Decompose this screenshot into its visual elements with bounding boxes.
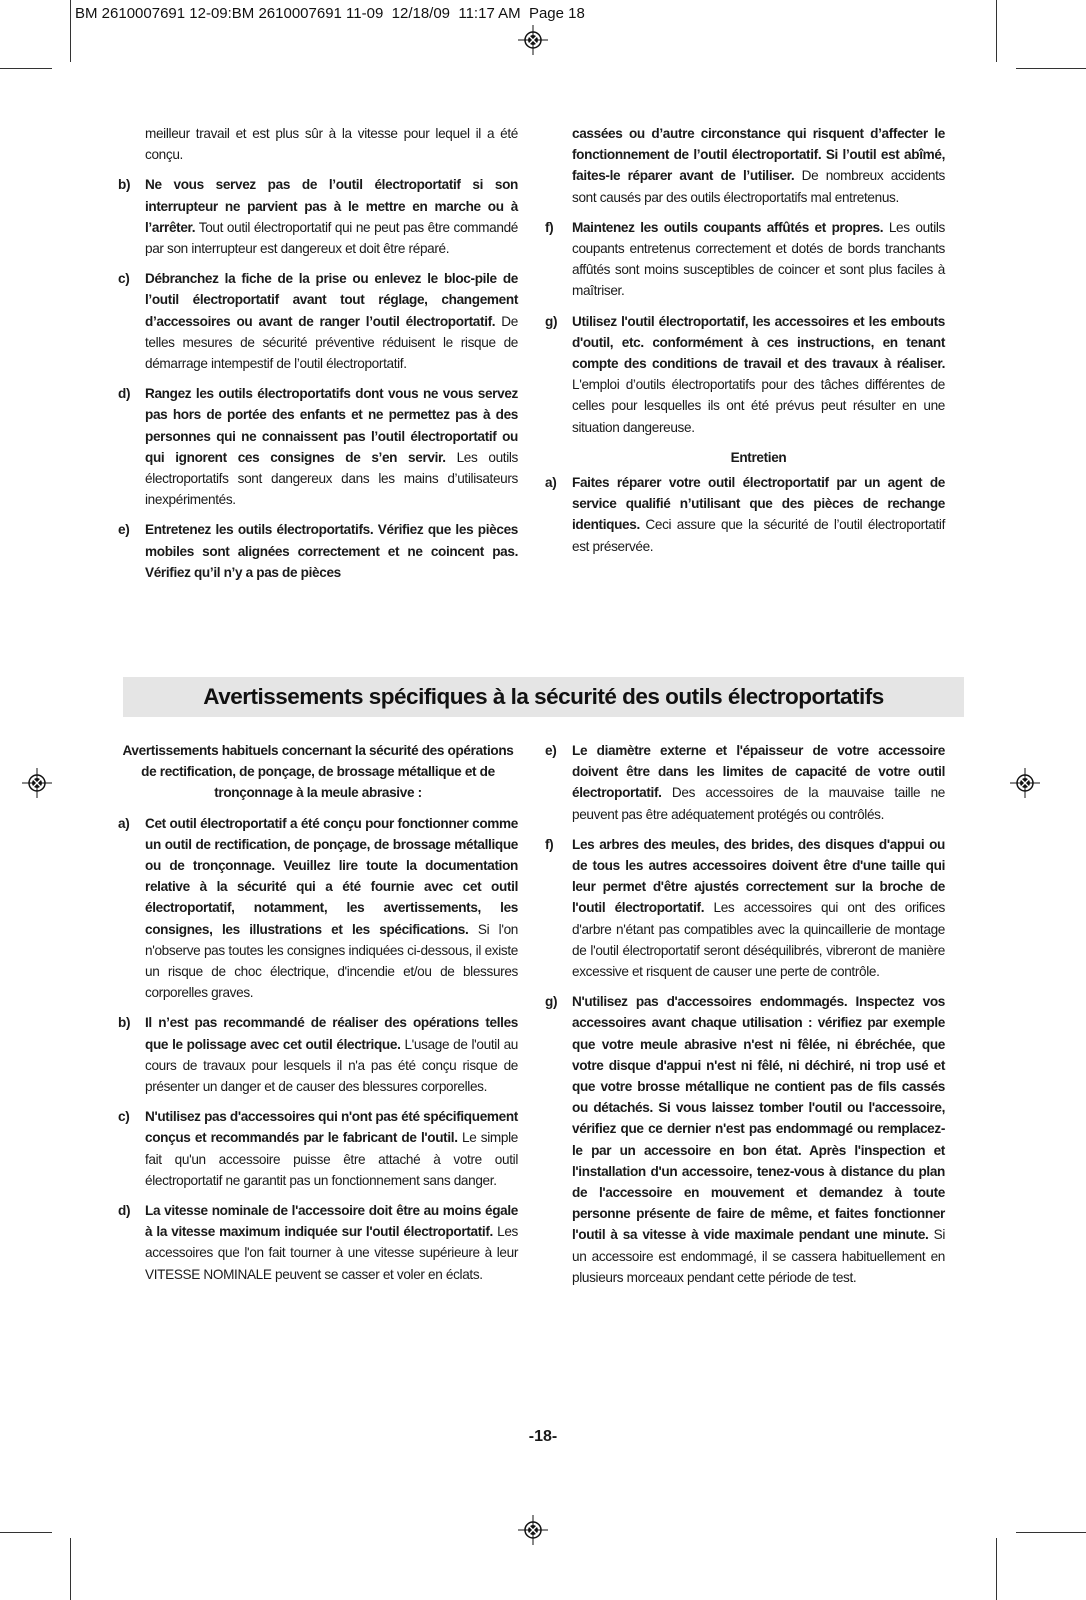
list-item — [118, 519, 518, 583]
crop-mark — [996, 0, 997, 62]
item-label: d) — [118, 386, 131, 402]
item-bold: Cet outil électroportatif a été conçu pour fonctionner comme un outil de rectification, de ponçage, de brossage métallique ou de tronçonnage. Veuillez lire toute la documentation relative à la sécurité qui a été fournie avec cet outil électroportatif, notamment, les avertissements, les consignes, les illustrations et les spécifications. — [145, 815, 518, 937]
list-item — [118, 1200, 518, 1285]
registration-mark-icon — [518, 25, 548, 55]
top-right-column — [545, 123, 945, 566]
item-label: g) — [545, 313, 558, 329]
item-text: L'usage de l'outil au cours de travaux pour lesquels il n'a pas été conçu risque de présenter un danger et de causer des blessures corporelles. — [145, 1036, 518, 1095]
item-text: L'emploi d’outils électroportatifs pour des tâches différentes de celles pour lesquelles ils ont été prévus peut résulter en une situation dangereuse. — [572, 377, 945, 435]
section-banner-title: Avertissements spécifiques à la sécurité des outils électroportatifs — [123, 677, 964, 717]
item-bold: N'utilisez pas d'accessoires qui n'ont pas été spécifiquement conçus et recommandés par le fabricant de l'outil. — [145, 1109, 518, 1146]
item-text: Ceci assure que la sécurité de l’outil électroportatif est préservée. — [572, 517, 945, 554]
item-bold: Maintenez les outils coupants affûtés et propres. — [572, 219, 884, 235]
print-slug: BM 2610007691 12-09:BM 2610007691 11-09 12/18/09 11:17 AM Page 18 — [75, 5, 585, 22]
item-bold: Faites réparer votre outil électroportatif par un agent de service qualifié n’utilisant que des pièces de rechange identiques. — [572, 475, 945, 533]
item-text: Si un accessoire est endommagé, il se cassera habituellement en plusieurs morceaux pendant cette période de test. — [572, 1227, 945, 1285]
crop-mark — [996, 1538, 997, 1600]
list-item — [118, 174, 518, 259]
list-item — [545, 472, 945, 557]
continuation-paragraph — [545, 123, 945, 208]
registration-mark-icon — [518, 1515, 548, 1545]
page-number: -18- — [528, 1428, 558, 1445]
item-text: Le simple fait qu'un accessoire puisse être attaché à votre outil électroportatif ne garantit pas un fonctionnement sans danger. — [145, 1130, 518, 1188]
item-text: De telles mesures de sécurité préventive réduisent le risque de démarrage intempestif de l’outil électroportatif. — [145, 313, 518, 372]
item-text: Les outils électroportatifs sont dangereux dans les mains d’utilisateurs inexpérimentés. — [145, 449, 518, 508]
bottom-right-column — [545, 740, 945, 1297]
list-item — [118, 383, 518, 510]
item-label: b) — [118, 177, 131, 193]
crop-mark — [1016, 1532, 1086, 1533]
item-text: Si l'on n'observe pas toutes les consignes indiquées ci-dessous, il existe un risque de choc électrique, d'incendie et/ou de blessures corporelles graves. — [145, 921, 519, 1001]
item-text: De nombreux accidents sont causés par des outils électroportatifs mal entretenus. — [572, 168, 945, 205]
item-label: e) — [118, 522, 130, 538]
subheading: Entretien — [730, 449, 787, 465]
item-label: d) — [118, 1203, 131, 1219]
registration-mark-icon — [22, 768, 52, 798]
intro-paragraph: meilleur travail et est plus sûr à la vitesse pour lequel il a été conçu. — [145, 126, 518, 163]
item-label: f) — [545, 219, 554, 235]
item-bold: cassées ou d’autre circonstance qui risquent d’affecter le fonctionnement de l’outil électroportatif. Si l’outil est abîmé, faites-le réparer avant de l’utiliser. — [572, 126, 945, 184]
top-left-column — [118, 123, 518, 592]
item-text: Les accessoires qui ont des orifices d'arbre n'étant pas compatibles avec la quincaillerie de montage de l'outil électroportatif seront déséquilibrés, vibreront de manière excessive et risquent de causer une perte de contrôle. — [572, 900, 945, 980]
item-bold: Rangez les outils électroportatifs dont vous ne vous servez pas hors de portée des enfants et ne permettez pas à des personnes qui ne connaissent pas l’outil électroportatif ou qui ignorent ces consignes de s’en servir. — [145, 386, 518, 465]
item-bold: Ne vous servez pas de l’outil électroportatif si son interrupteur ne parvient pas à le mettre en marche ou à l’arrêter. — [145, 177, 518, 235]
item-label: g) — [545, 994, 558, 1010]
item-bold: N'utilisez pas d'accessoires endommagés. Inspectez vos accessoires avant chaque utilisation : vérifiez par exemple que votre meule abrasive n'est ni fêlée, ni ébréchée, que votre disque d'appui n'est ni fêlé, ni déchiré, ni trop usé et que votre brosse métallique ne contient pas de fils cassés ou détachés. Si vous laissez tomber l'outil ou l'accessoire, vérifiez que ce dernier n'est pas endommagé ou remplacez-le par un accessoire en bon état. Après l'inspection et l'installation d'un accessoire, tenez-vous à distance du plan de l'accessoire en mouvement et demandez à toute personne présente de faire de même, et faites fonctionner l'outil à sa vitesse à vide maximale pendant une minute. — [572, 994, 945, 1243]
item-bold: Entretenez les outils électroportatifs. Vérifiez que les pièces mobiles sont alignées correctement et ne coincent pas. Vérifiez qu’il n’y a pas de pièces — [145, 522, 518, 580]
item-text: Les accessoires que l'on fait tourner à une vitesse supérieure à leur VITESSE NOMINALE peuvent se casser et voler en éclats. — [145, 1224, 519, 1282]
crop-mark — [1016, 68, 1086, 69]
item-label: f) — [545, 836, 554, 852]
registration-mark-icon — [1010, 768, 1040, 798]
section-heading: Avertissements habituels concernant la sécurité des opérations de rectification, de ponçage, de brossage métallique et de tronçonnage à la meule abrasive : — [122, 743, 514, 801]
list-item — [545, 217, 945, 302]
item-bold: Il n’est pas recommandé de réaliser des opérations telles que le polissage avec cet outil électrique. — [145, 1015, 518, 1052]
list-item — [118, 268, 518, 374]
list-item — [545, 311, 945, 438]
crop-mark — [0, 1532, 52, 1533]
bottom-left-column — [118, 740, 518, 1294]
item-bold: Utilisez l'outil électroportatif, les accessoires et les embouts d'outil, etc. conformément à ces instructions, en tenant compte des conditions de travail et des travaux à réaliser. — [572, 313, 945, 372]
item-bold: La vitesse nominale de l'accessoire doit être au moins égale à la vitesse maximum indiquée sur l'outil électroportatif. — [145, 1203, 518, 1240]
item-text: Des accessoires de la mauvaise taille ne peuvent pas être adéquatement protégés ou contrôlés. — [572, 785, 945, 822]
item-text: Les outils coupants entretenus correctement et dotés de bords tranchants affûtés sont moins susceptibles de coincer et sont plus faciles à maîtriser. — [572, 219, 945, 299]
list-item — [545, 991, 945, 1288]
item-label: c) — [118, 271, 130, 287]
list-item — [118, 1106, 518, 1191]
item-label: b) — [118, 1015, 131, 1031]
item-bold: Débranchez la fiche de la prise ou enlevez le bloc-pile de l’outil électroportatif avant tout réglage, changement d’accessoires ou avant de ranger l’outil électroportatif. — [145, 271, 518, 329]
item-label: e) — [545, 743, 557, 758]
item-label: a) — [545, 475, 557, 491]
list-item — [118, 1012, 518, 1097]
item-label: a) — [118, 815, 130, 831]
list-item — [545, 740, 945, 825]
crop-mark — [70, 1538, 71, 1600]
crop-mark — [0, 68, 52, 69]
item-bold: Le diamètre externe et l'épaisseur de votre accessoire doivent être dans les limites de capacité de votre outil électroportatif. — [572, 743, 945, 801]
item-label: c) — [118, 1109, 130, 1125]
crop-mark — [70, 0, 71, 62]
list-item — [118, 813, 518, 1004]
list-item — [545, 834, 945, 982]
item-text: Tout outil électroportatif qui ne peut pas être commandé par son interrupteur est dangereux et doit être réparé. — [145, 219, 518, 257]
item-bold: Les arbres des meules, des brides, des disques d'appui ou de tous les autres accessoires doivent être d'une taille qui leur permet d'être ajustés correctement sur la broche de l'outil électroportatif. — [572, 836, 945, 916]
